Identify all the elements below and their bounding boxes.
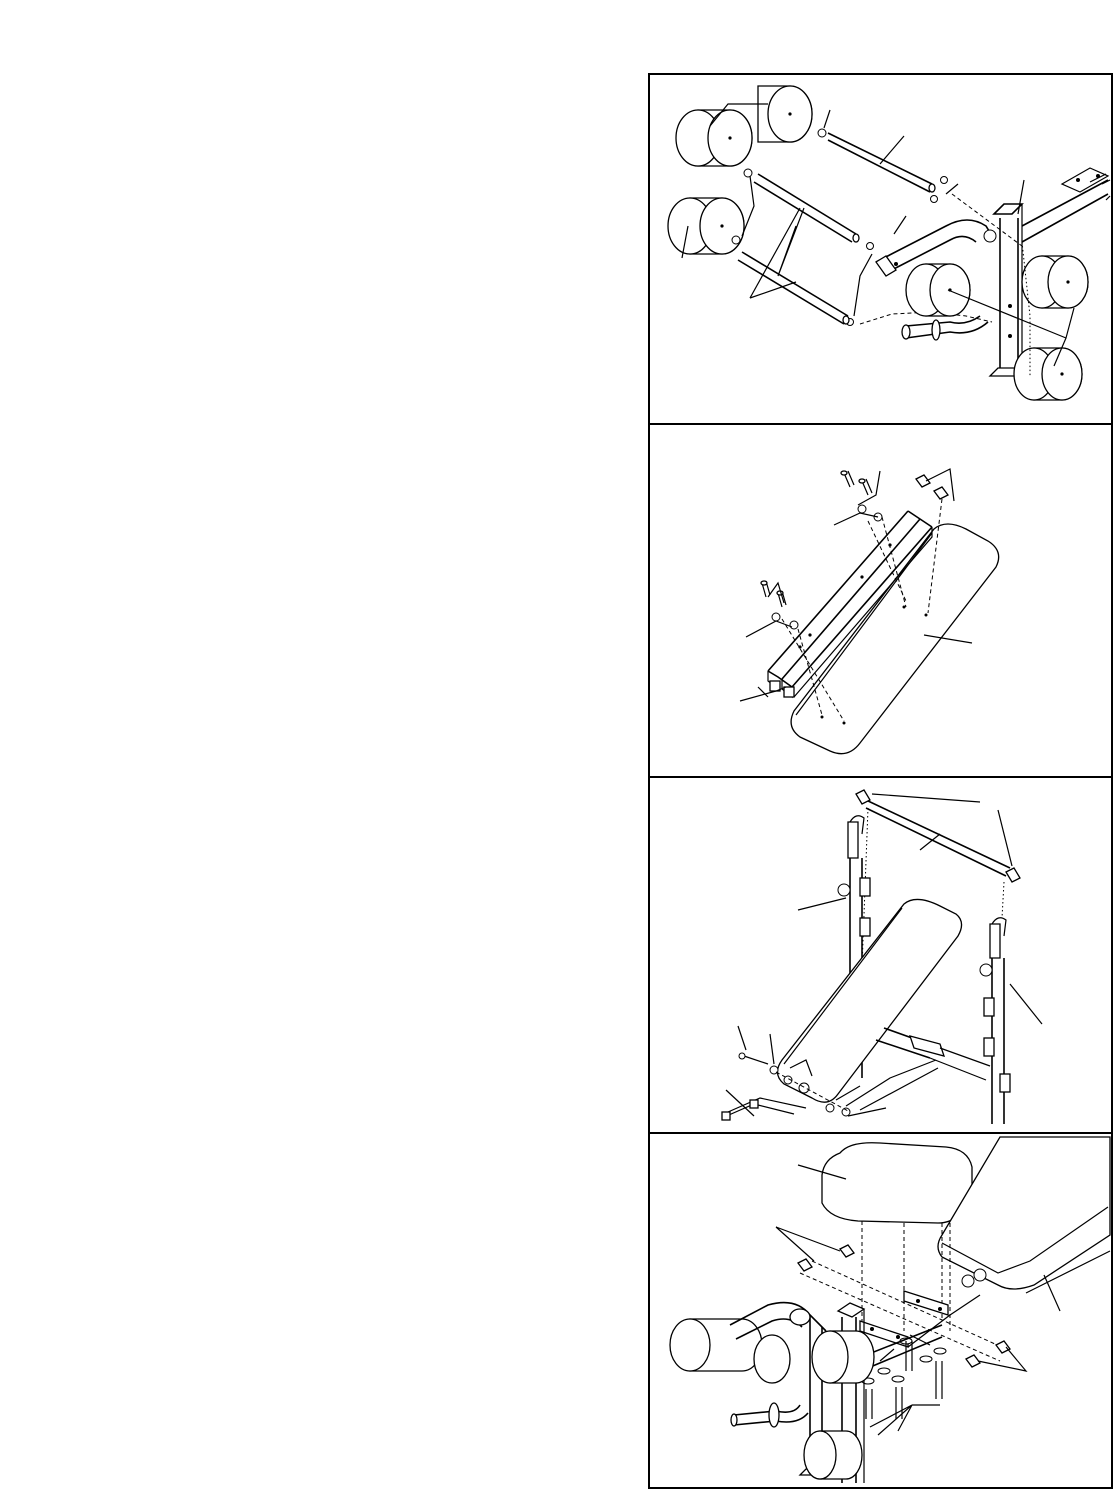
backrest-bolting-diagram <box>650 425 1111 776</box>
assembly-figure-step-1 <box>650 75 1111 423</box>
assembly-figure-column <box>648 73 1113 1489</box>
leg-lever-diagram <box>650 75 1111 423</box>
tube-pair <box>738 174 859 324</box>
bolts-lower <box>740 581 798 701</box>
foam-pad-center <box>906 264 970 316</box>
seat-mounting-diagram <box>650 1134 1111 1491</box>
foam-pad-upper <box>676 86 812 166</box>
leg-lever-assembly <box>670 1303 874 1479</box>
assembly-figure-step-2 <box>650 423 1111 776</box>
bolts-upper <box>834 469 954 525</box>
foam-pad-right <box>1014 256 1088 400</box>
upright-right <box>980 918 1042 1124</box>
foam-pad-lower <box>668 198 744 254</box>
assembly-figure-step-3 <box>650 776 1111 1132</box>
backrest-pad <box>791 524 999 754</box>
uprights-crossbar-diagram <box>650 778 1111 1132</box>
weight-horn <box>902 316 988 340</box>
assembly-figure-step-4 <box>650 1132 1111 1491</box>
main-frame-rail <box>1022 168 1110 242</box>
crossbar <box>856 790 1020 882</box>
bolts-and-washers <box>862 1335 946 1435</box>
seat-pad <box>798 1143 972 1223</box>
